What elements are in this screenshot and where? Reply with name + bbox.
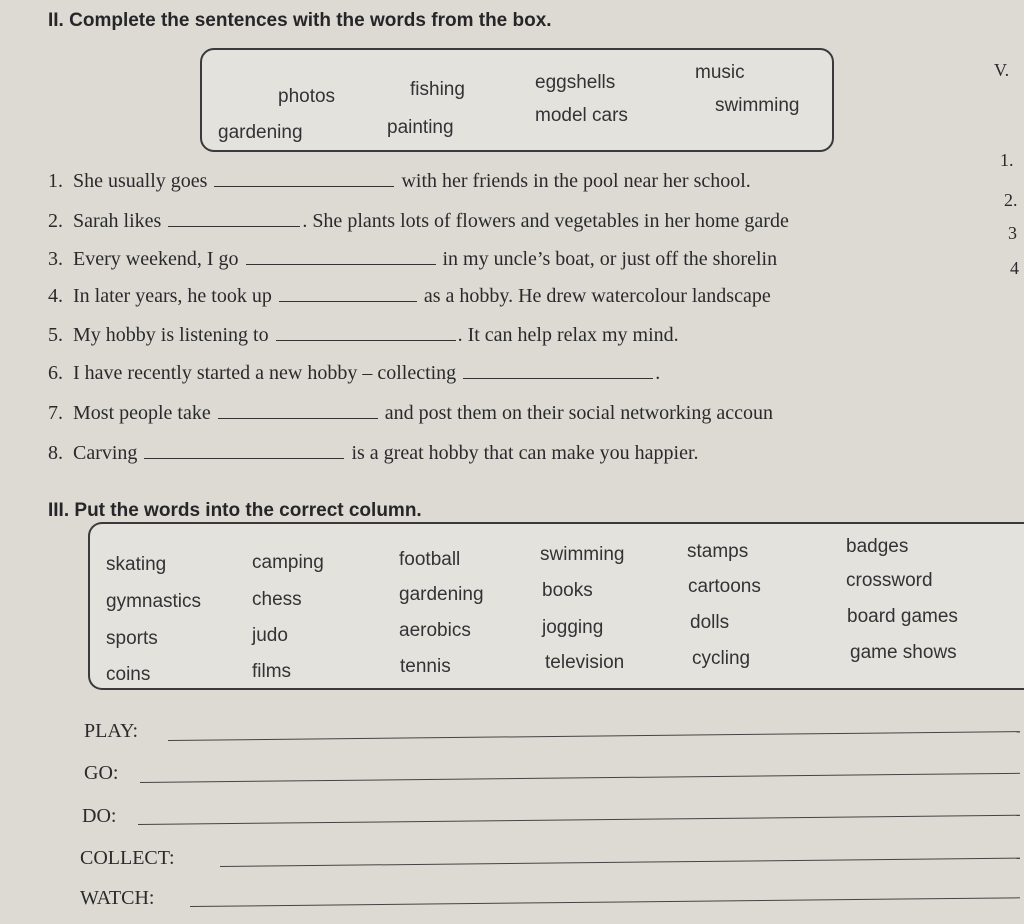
sentence-8: 8. Carving is a great hobby that can make you happier.	[48, 442, 699, 464]
edge-number: 4	[1010, 258, 1019, 278]
box-word: swimming	[715, 95, 800, 116]
answer-blank[interactable]	[463, 377, 653, 379]
answer-blank[interactable]	[246, 263, 436, 265]
box-word: cycling	[692, 648, 751, 669]
answer-blank[interactable]	[218, 417, 378, 419]
sentence-6: 6. I have recently started a new hobby – collecting .	[48, 362, 661, 384]
word-box-section-3	[88, 522, 1024, 690]
box-word: films	[252, 661, 292, 682]
box-word: books	[542, 580, 593, 601]
box-word: model cars	[535, 105, 628, 126]
section-2-title: II. Complete the sentences with the words from the box.	[48, 10, 552, 31]
box-word: judo	[252, 625, 288, 646]
category-watch-line[interactable]	[190, 897, 1020, 907]
category-go-label: GO:	[84, 762, 119, 784]
answer-blank[interactable]	[214, 185, 394, 187]
sentence-4: 4. In later years, he took up as a hobby. He drew watercolour landscape	[48, 285, 771, 307]
sentence-7: 7. Most people take and post them on their social networking accoun	[48, 402, 773, 424]
box-word: game shows	[850, 642, 957, 663]
box-word: aerobics	[399, 620, 471, 641]
box-word: television	[545, 652, 625, 673]
sentence-5: 5. My hobby is listening to . It can help relax my mind.	[48, 324, 679, 346]
box-word: dolls	[690, 612, 730, 633]
box-word: eggshells	[535, 72, 616, 93]
box-word: photos	[278, 86, 336, 107]
box-word: gardening	[218, 122, 303, 143]
box-word: skating	[106, 554, 167, 575]
edge-number: 3	[1008, 223, 1017, 243]
sentence-2: 2. Sarah likes . She plants lots of flowers and vegetables in her home garde	[48, 210, 789, 232]
box-word: fishing	[410, 79, 465, 100]
category-play-line[interactable]	[168, 731, 1020, 741]
box-word: tennis	[400, 656, 451, 677]
category-collect-label: COLLECT:	[80, 847, 175, 869]
section-3-title: III. Put the words into the correct column.	[48, 500, 422, 521]
answer-blank[interactable]	[144, 457, 344, 459]
box-word: music	[695, 62, 745, 83]
box-word: board games	[847, 606, 958, 627]
box-word: jogging	[542, 617, 604, 638]
category-collect-line[interactable]	[220, 858, 1020, 867]
box-word: sports	[106, 628, 158, 649]
edge-number: 1.	[1000, 150, 1014, 170]
edge-number: 2.	[1004, 190, 1018, 210]
box-word: gymnastics	[106, 591, 202, 612]
sentence-3: 3. Every weekend, I go in my uncle’s boat, or just off the shorelin	[48, 248, 778, 270]
box-word: coins	[106, 664, 151, 685]
box-word: chess	[252, 589, 302, 610]
box-word: gardening	[399, 584, 484, 605]
category-watch-label: WATCH:	[80, 887, 155, 909]
box-word: stamps	[687, 541, 749, 562]
box-word: painting	[387, 117, 454, 138]
section-5-label: V.	[994, 60, 1010, 80]
category-go-line[interactable]	[140, 773, 1020, 783]
category-play-label: PLAY:	[84, 720, 139, 742]
category-do-line[interactable]	[138, 815, 1020, 825]
answer-blank[interactable]	[276, 339, 456, 341]
box-word: badges	[846, 536, 909, 557]
category-do-label: DO:	[82, 805, 117, 827]
box-word: camping	[252, 552, 324, 573]
answer-blank[interactable]	[168, 225, 300, 227]
box-word: cartoons	[688, 576, 761, 597]
answer-blank[interactable]	[279, 300, 417, 302]
sentence-1: 1. She usually goes with her friends in the pool near her school.	[48, 170, 751, 192]
box-word: crossword	[846, 570, 933, 591]
box-word: football	[399, 549, 461, 570]
box-word: swimming	[540, 544, 625, 565]
word-box-section-2	[200, 48, 834, 152]
